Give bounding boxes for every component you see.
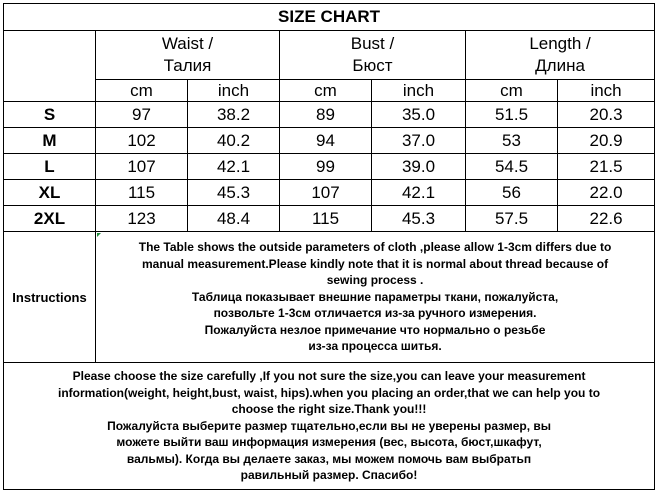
unit-header: inch	[188, 80, 280, 102]
note-line: равильный размер. Спасибо!	[240, 468, 418, 483]
unit-header: inch	[558, 80, 655, 102]
length-inch: 22.0	[558, 180, 655, 206]
length-cm: 57.5	[466, 206, 558, 232]
waist-inch: 38.2	[188, 102, 280, 128]
bust-cm: 94	[280, 128, 372, 154]
length-header-ru: Длина	[535, 56, 585, 75]
waist-header	[96, 31, 280, 80]
length-inch: 20.3	[558, 102, 655, 128]
bust-inch: 39.0	[372, 154, 466, 180]
unit-header: cm	[466, 80, 558, 102]
instructions-line: из-за процесса шитья.	[308, 339, 442, 354]
size-label: XL	[4, 180, 96, 206]
bust-inch: 35.0	[372, 102, 466, 128]
bust-cm: 89	[280, 102, 372, 128]
instructions-line: позвольте 1-3см отличается из-за ручного измерения.	[213, 306, 537, 321]
bust-header	[280, 31, 466, 80]
instructions-line: The Table shows the outside parameters of cloth ,please allow 1-3cm differs due to	[138, 240, 612, 255]
waist-cm: 115	[96, 180, 188, 206]
table-row	[4, 102, 655, 128]
length-cm: 56	[466, 180, 558, 206]
bust-header-ru: Бюст	[352, 56, 393, 75]
note-line: information(weight, height,bust, waist, hips).when you placing an order,that we can help you to	[58, 385, 601, 400]
corner-cell	[4, 31, 96, 102]
waist-cm: 107	[96, 154, 188, 180]
table-row	[4, 154, 655, 180]
size-label: L	[4, 154, 96, 180]
waist-cm: 123	[96, 206, 188, 232]
waist-inch: 45.3	[188, 180, 280, 206]
waist-cm: 102	[96, 128, 188, 154]
size-label: M	[4, 128, 96, 154]
size-chart-table	[3, 3, 655, 490]
waist-header-en: Waist /	[161, 34, 214, 53]
length-cm: 53	[466, 128, 558, 154]
size-label: 2XL	[4, 206, 96, 232]
length-header	[466, 31, 655, 80]
bust-inch: 37.0	[372, 128, 466, 154]
chart-title: SIZE CHART	[4, 4, 655, 31]
bust-inch: 45.3	[372, 206, 466, 232]
bust-inch: 42.1	[372, 180, 466, 206]
unit-header: cm	[96, 80, 188, 102]
length-inch: 22.6	[558, 206, 655, 232]
unit-header: cm	[280, 80, 372, 102]
size-label: S	[4, 102, 96, 128]
bust-cm: 99	[280, 154, 372, 180]
note-line: choose the right size.Thank you!!!	[231, 402, 427, 417]
note-line: Please choose the size carefully ,If you not sure the size,you can leave your measurement	[72, 369, 586, 384]
bust-cm: 107	[280, 180, 372, 206]
waist-inch: 48.4	[188, 206, 280, 232]
table-row	[4, 180, 655, 206]
length-inch: 21.5	[558, 154, 655, 180]
table-row	[4, 206, 655, 232]
note-line: Пожалуйста выберите размер тщательно,если вы не уверены размер, вы	[107, 418, 552, 433]
size-advice-note	[4, 363, 655, 490]
instructions-text	[96, 232, 655, 363]
comment-marker-icon	[97, 233, 101, 237]
waist-header-ru: Талия	[163, 56, 212, 75]
unit-header: inch	[372, 80, 466, 102]
note-line: вальмы). Когда вы делаете заказ, мы можем помочь вам выбратьп	[126, 451, 532, 466]
length-cm: 51.5	[466, 102, 558, 128]
instructions-line: sewing process .	[326, 273, 424, 288]
length-cm: 54.5	[466, 154, 558, 180]
instructions-label: Instructions	[4, 232, 96, 363]
waist-inch: 42.1	[188, 154, 280, 180]
length-inch: 20.9	[558, 128, 655, 154]
instructions-line: manual measurement.Please kindly note that it is normal about thread because of	[141, 256, 609, 271]
waist-cm: 97	[96, 102, 188, 128]
instructions-line: Пожалуйста незлое примечание что нормально о резьбе	[204, 322, 546, 337]
table-row	[4, 128, 655, 154]
bust-header-en: Bust /	[350, 34, 395, 53]
bust-cm: 115	[280, 206, 372, 232]
instructions-line: Таблица показывает внешние параметры ткани, пожалуйста,	[191, 289, 559, 304]
waist-inch: 40.2	[188, 128, 280, 154]
note-line: можете выйти ваш информация измерения (вес, высота, бюст,шкафут,	[116, 435, 542, 450]
length-header-en: Length /	[529, 34, 591, 53]
